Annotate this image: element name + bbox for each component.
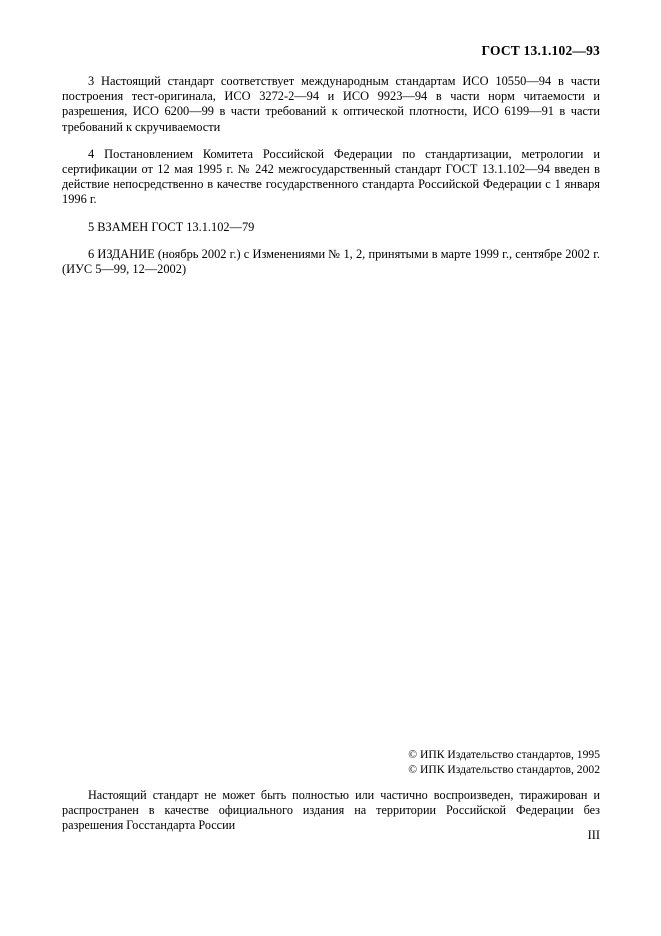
clause-paragraph-3: 3 Настоящий стандарт соответствует международным стандартам ИСО 10550—94 в части построения тест-оригинала, ИСО 3272-2—94 и ИСО 9923—94 в части норм читаемости и разрешения, ИСО 6200—99 в части требований к оптической плотности, ИСО 6199—91 в части требований к скручиваемости bbox=[62, 74, 600, 134]
body-text-column bbox=[62, 74, 600, 277]
clause-paragraph-6: 6 ИЗДАНИЕ (ноябрь 2002 г.) с Изменениями № 1, 2, принятыми в марте 1999 г., сентябре 2002 г. (ИУС 5—99, 12—2002) bbox=[62, 246, 600, 277]
copyright-line-1995: © ИПК Издательство стандартов, 1995 bbox=[408, 748, 600, 761]
clause-paragraph-5: 5 ВЗАМЕН ГОСТ 13.1.102—79 bbox=[88, 219, 255, 234]
running-header-standard-number: ГОСТ 13.1.102—93 bbox=[481, 43, 600, 58]
reproduction-notice-text: Настоящий стандарт не может быть полностью или частично воспроизведен, тиражирован и распространен в качестве официального издания на территории Российской Федерации без разрешения Госстандарта России bbox=[62, 788, 600, 833]
page-number: III bbox=[587, 828, 600, 842]
copyright-line-2002: © ИПК Издательство стандартов, 2002 bbox=[408, 762, 600, 776]
clause-paragraph-4: 4 Постановлением Комитета Российской Федерации по стандартизации, метрологии и сертификации от 12 мая 1995 г. № 242 межгосударственный стандарт ГОСТ 13.1.102—94 введен в действие непосредственно в качестве государственного стандарта Российской Федерации с 1 января 1996 г. bbox=[62, 146, 600, 207]
reproduction-notice-block bbox=[62, 788, 600, 834]
copyright-block bbox=[62, 748, 600, 777]
